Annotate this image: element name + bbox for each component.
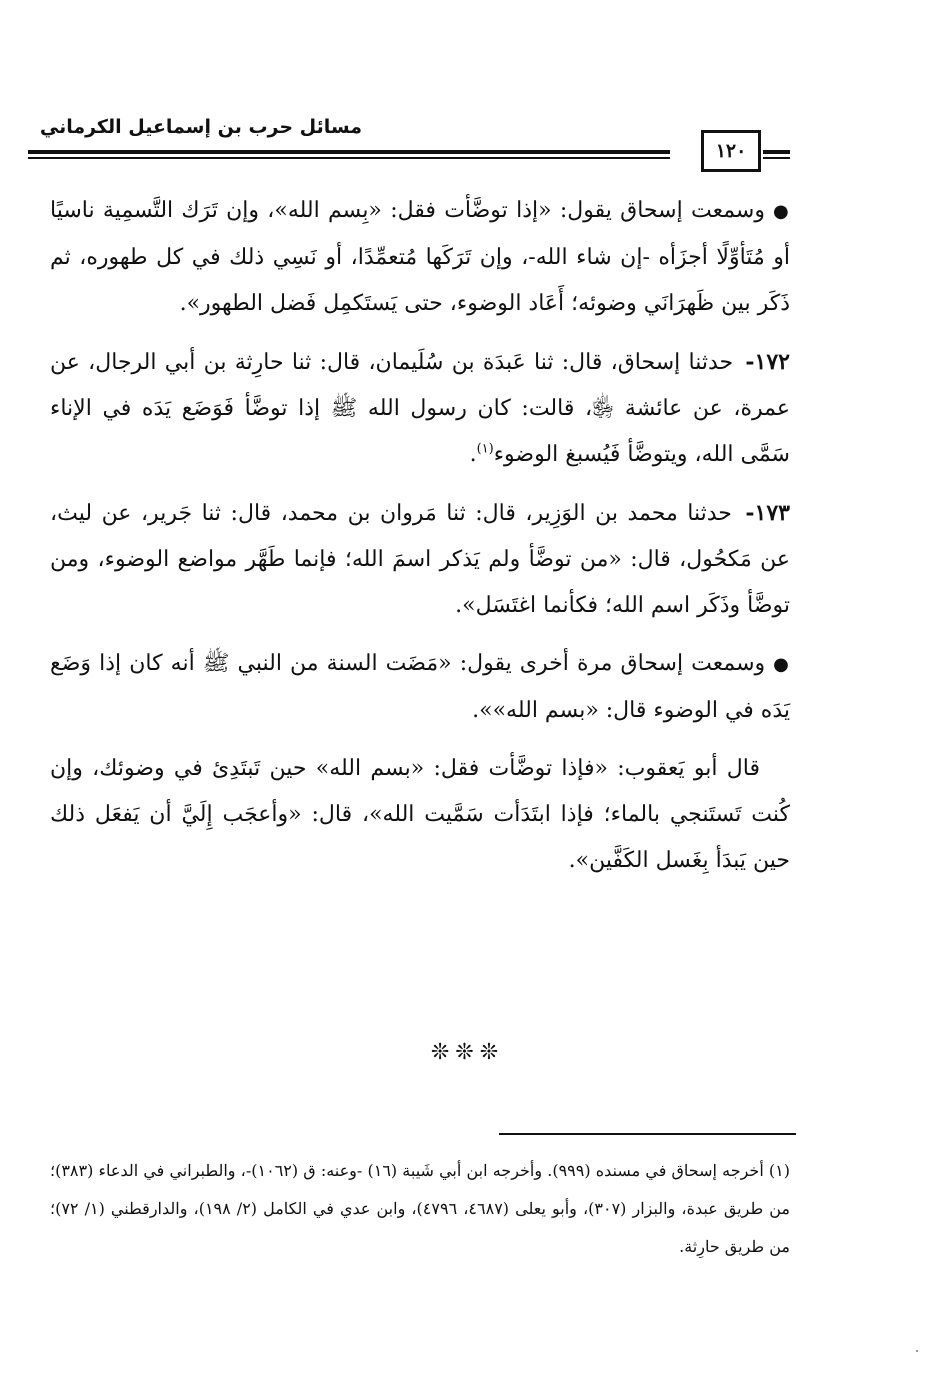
section-separator: ❊❊❊ (430, 1040, 505, 1065)
hadith-number: ١٧٣- (745, 500, 790, 526)
paragraph-172-text: حدثنا إسحاق، قال: ثنا عَبدَة بن سُلَيمان، قال: ثنا حارِثة بن أبي الرجال، عن عمرة، عن عائشة ﵂، قالت: كان رسول الله ﷺ إذا توضَّأ فَوَضَع يَدَه في الإناء سَمَّى الله، ويتوضَّأ فَيُسبغ الوضوء (50, 350, 790, 467)
paragraph-1-text: وسمعت إسحاق يقول: «إذا توضَّأت فقل: «بِسم الله»، وإن تَرَك التَّسمِية ناسيًا أو مُتَأوِّلًا أجزَأه -إن شاء الله-، وإن تَرَكَها مُتعمِّدًا، أو نَسِي ذلك في كل طهوره، ثم ذَكَر بين ظَهرَانَي وضوئه؛ أَعَاد الوضوء، حتى يَستَكمِل فَضل الطهور». (50, 198, 790, 316)
paragraph-5 (50, 746, 790, 884)
header-rule (28, 150, 670, 154)
footnote-rule (499, 1133, 796, 1135)
paragraph-173-text: حدثنا محمد بن الوَزِير، قال: ثنا مَروان بن محمد، قال: ثنا جَرير، عن ليث، عن مَكحُول، قال: «من توضَّأ ولم يَذكر اسمَ الله؛ فإنما طَهَّر مواضع الوضوء، ومن توضَّأ وذَكَر اسم الله؛ فكأنما اغتَسَل». (50, 501, 790, 618)
paragraph-172 (50, 339, 790, 478)
paragraph-4-text: وسمعت إسحاق مرة أخرى يقول: «مَضَت السنة من النبي ﷺ أنه كان إذا وَضَع يَدَه في الوضوء قال: «بسم الله»». (50, 651, 790, 723)
paragraph-172-end: . (469, 442, 477, 467)
main-text (50, 188, 790, 896)
running-title: مسائل حرب بن إسماعيل الكرماني (39, 116, 362, 138)
footnote-ref[interactable]: (١) (476, 441, 494, 457)
page-header (28, 108, 790, 174)
header-rule-right-thin (763, 157, 790, 159)
page-number: ١٢٠ (701, 130, 761, 172)
paragraph-5-text: قال أبو يَعقوب: «فإذا توضَّأت فقل: «بسم الله» حين تَبتَدِئ في وضوئك، وإن كُنت تَستَنجي بالماء؛ فإذا ابتَدَأت سَمَّيت الله»، قال: «وأعجَب إِلَيَّ أن يَفعَل ذلك حين يَبدَأ بِغَسل الكَفَّين». (50, 756, 790, 873)
paragraph-4 (50, 641, 790, 734)
bullet-icon: ● (772, 201, 790, 222)
footnotes (50, 1152, 790, 1266)
header-rule-thin (28, 157, 670, 159)
paragraph-1 (50, 188, 790, 327)
paragraph-173 (50, 490, 790, 629)
bullet-icon: ● (773, 654, 790, 675)
page-mark (916, 1350, 918, 1352)
footnote-1: (١) أخرجه إسحاق في مسنده (٩٩٩). وأخرجه ابن أبي شَيبة (١٦) -وعنه: ق (١٠٦٢)-، والطبراني في الدعاء (٣٨٣)؛ من طريق عبدة، والبزار (٣٠٧)، وأبو يعلى (٤٦٨٧، ٤٧٩٦)، وابن عدي في الكامل (٢/ ١٩٨)، والدارقطني (١/ ٧٢)؛ من طريق حارِثة. (50, 1161, 791, 1256)
header-rule-right (763, 150, 790, 154)
hadith-number: ١٧٢- (745, 349, 790, 375)
